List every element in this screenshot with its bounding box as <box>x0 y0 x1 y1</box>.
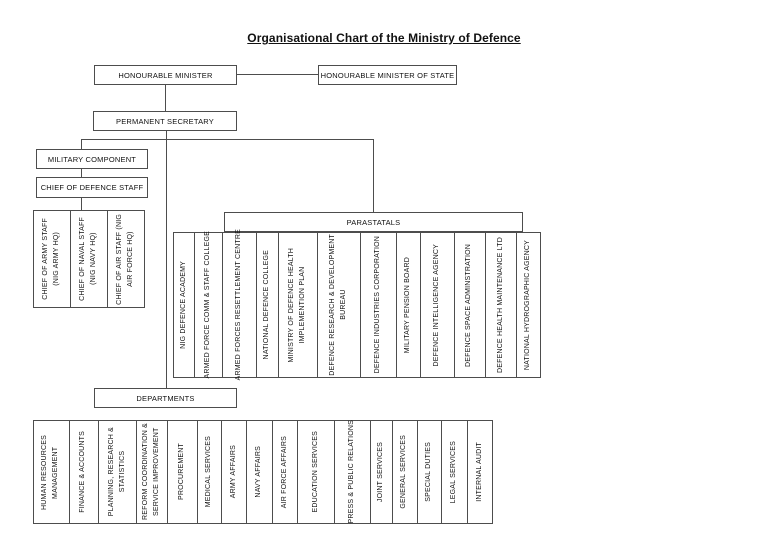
connector-secretary-to-departments <box>166 131 167 388</box>
department-column-label: PLANNING, RESEARCH & STATISTICS <box>107 427 126 517</box>
department-column-label: SPECIAL DUTIES <box>424 442 432 502</box>
department-column-label: PROCUREMENT <box>178 443 186 501</box>
department-column-15 <box>441 420 468 524</box>
department-column-16 <box>467 420 493 524</box>
department-column-3 <box>98 420 138 524</box>
node-honourable-minister: HONOURABLE MINISTER <box>94 65 237 85</box>
parastatal-column-label: DEFENCE INTELLIGENCE AGENCY <box>432 243 440 367</box>
connector-cds-to-service-chiefs <box>81 198 82 210</box>
parastatal-column-label: DEFENCE INDUSTRIES CORPORATION <box>373 236 381 374</box>
departments-group <box>33 420 493 524</box>
connector-to-military-component <box>81 139 82 149</box>
department-column-5 <box>167 420 198 524</box>
parastatal-column-label: DEFENCE RESEARCH & DEVELOPMENT BUREAU <box>329 234 348 376</box>
service-chief-column-label: CHIEF OF ARMY STAFF (NIG ARMY HQ) <box>41 218 60 300</box>
department-column-label: JOINT SERVICES <box>377 441 385 503</box>
connector-military-to-cds <box>81 169 82 177</box>
department-column-10 <box>297 420 335 524</box>
node-permanent-secretary: PERMANENT SECRETARY <box>93 111 237 131</box>
department-column-12 <box>370 420 392 524</box>
department-column-label: ARMY AFFAIRS <box>229 445 237 499</box>
connector-branch-horizontal <box>81 139 374 140</box>
department-column-label: FINANCE & ACCOUNTS <box>79 431 87 513</box>
connector-minister-to-secretary <box>165 85 166 111</box>
service-chief-column-label: CHIEF OF AIR STAFF (NIG AIR FORCE HQ) <box>116 213 135 305</box>
node-honourable-minister-of-state: HONOURABLE MINISTER OF STATE <box>318 65 457 85</box>
node-parastatals-header: PARASTATALS <box>224 212 523 232</box>
department-column-label: REFORM COORDINATION & SERVICE IMPROVEMENT <box>142 423 161 521</box>
parastatal-column-label: NATIONAL DEFENCE COLLEGE <box>262 250 270 360</box>
parastatal-column-3 <box>222 229 257 381</box>
parastatal-column-6 <box>317 232 360 378</box>
department-column-label: EDUCATION SERVICES <box>311 431 319 513</box>
parastatal-column-10 <box>454 232 486 378</box>
department-column-8 <box>246 420 273 524</box>
service-chief-column-1 <box>33 210 71 308</box>
parastatal-column-7 <box>360 232 397 378</box>
department-column-11 <box>334 420 372 524</box>
parastatal-column-label: NIG DEFENCE ACADEMY <box>179 261 187 349</box>
department-column-label: INTERNAL AUDIT <box>475 442 483 502</box>
department-column-label: LEGAL SERVICES <box>449 440 457 504</box>
parastatal-column-9 <box>420 232 455 378</box>
parastatal-column-label: ARMED FORCE COMM & STAFF COLLEGE <box>204 231 212 379</box>
department-column-6 <box>197 420 222 524</box>
parastatal-column-label: MINISTRY OF DEFENCE HEALTH IMPLEMENTION PLAN <box>288 247 307 363</box>
department-column-label: AIR FORCE AFFAIRS <box>280 435 288 509</box>
department-column-2 <box>69 420 99 524</box>
service-chief-column-2 <box>70 210 109 308</box>
department-column-label: GENERAL SERVICES <box>400 435 408 509</box>
node-chief-of-defence-staff: CHIEF OF DEFENCE STAFF <box>36 177 148 198</box>
department-column-13 <box>392 420 418 524</box>
department-column-label: MEDICAL SERVICES <box>205 436 213 508</box>
parastatal-column-1 <box>173 232 195 378</box>
parastatal-column-12 <box>516 232 541 378</box>
parastatal-column-2 <box>194 232 223 378</box>
node-military-component: MILITARY COMPONENT <box>36 149 148 169</box>
department-column-label: NAVY AFFAIRS <box>255 446 263 498</box>
service-chief-column-3 <box>107 210 145 308</box>
parastatals-group <box>173 229 541 381</box>
department-column-label: PRESS & PUBLIC RELATIONS <box>348 420 356 524</box>
parastatal-column-4 <box>256 232 279 378</box>
department-column-9 <box>272 420 298 524</box>
connector-minister-to-state <box>237 74 318 75</box>
parastatal-column-label: NATIONAL HYDROGRAPHIC AGENCY <box>524 239 532 371</box>
parastatal-column-8 <box>396 232 421 378</box>
parastatal-column-label: MILITARY PENSION BOARD <box>403 256 411 354</box>
parastatal-column-11 <box>485 232 517 378</box>
department-column-1 <box>33 420 70 524</box>
department-column-4 <box>136 420 168 524</box>
parastatal-column-5 <box>278 232 319 378</box>
department-column-14 <box>417 420 442 524</box>
department-column-label: HUMAN RESOURCES MANAGEMENT <box>41 434 60 510</box>
service-chief-column-label: CHIEF OF NAVAL STAFF (NIG NAVY HQ) <box>79 217 97 301</box>
parastatal-column-label: ARMED FORCES RESETTLEMENT CENTRE <box>234 229 242 381</box>
page-title: Organisational Chart of the Ministry of Defence <box>247 31 521 45</box>
node-departments-header: DEPARTMENTS <box>94 388 237 408</box>
parastatal-column-label: DEFENCE HEALTH MAINTENANCE LTD <box>496 236 504 374</box>
connector-to-parastatals <box>373 139 374 212</box>
parastatal-column-label: DEFENCE SPACE ADMINSTRATION <box>465 243 473 367</box>
service-chiefs-group <box>33 210 145 308</box>
department-column-7 <box>221 420 247 524</box>
